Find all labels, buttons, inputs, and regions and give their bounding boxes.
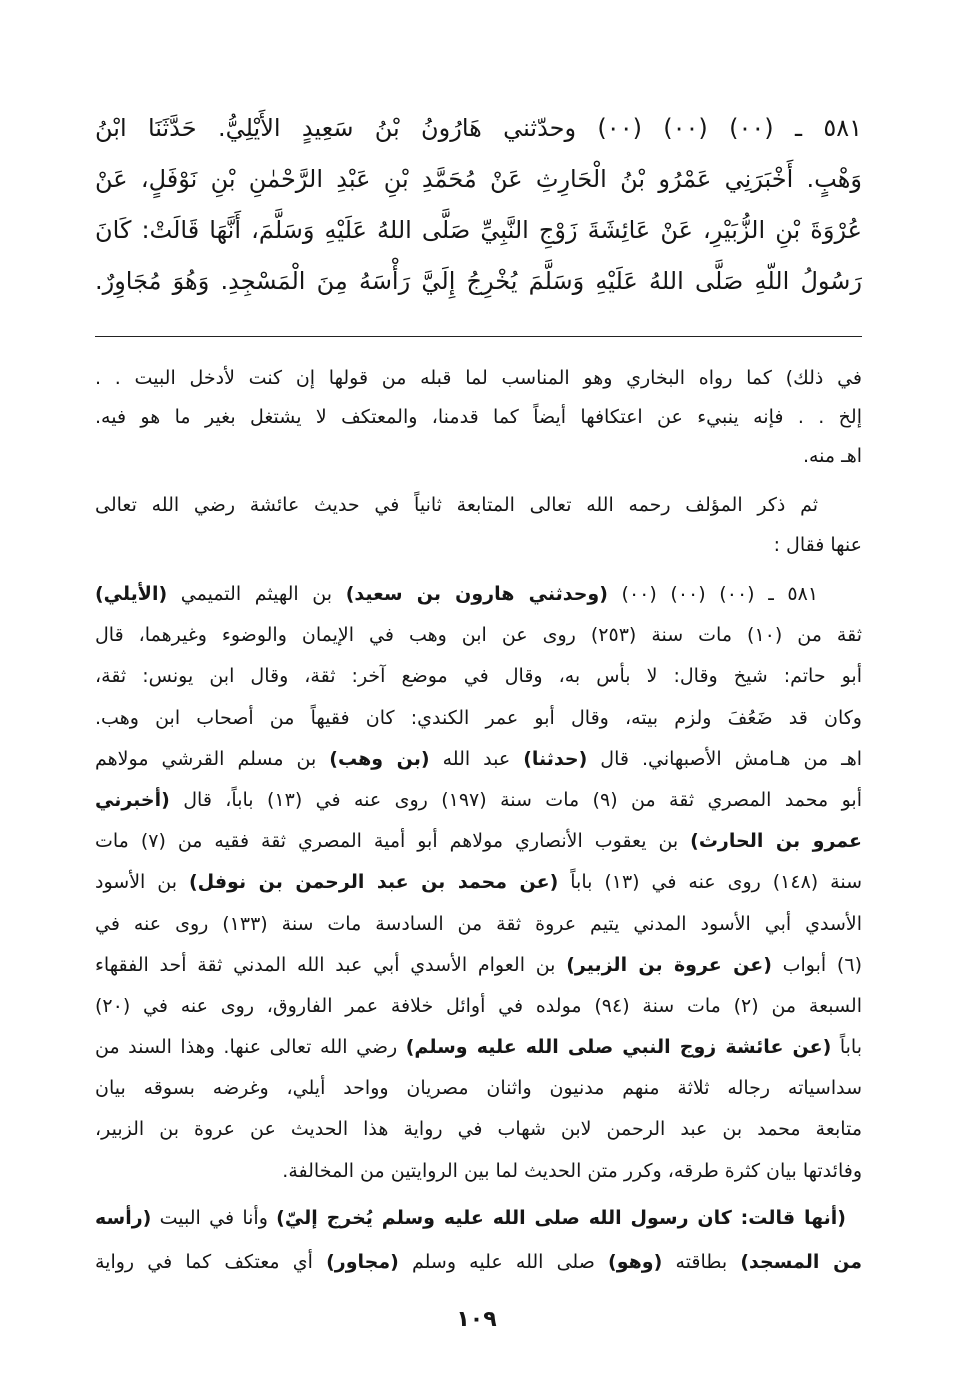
text-run: عبد الله xyxy=(429,747,524,770)
text-run: سنة (١٤٨) روى عنه في (١٣) باباً xyxy=(558,871,862,894)
text-run: ثقة من (١٠) مات سنة (٢٥٣) روى عن ابن وهب في الإيمان والوضوء وغيرهما، قال xyxy=(95,624,862,647)
text-run: اهـ من هـامش الأصبهاني. قال xyxy=(587,747,862,770)
commentary-line xyxy=(95,656,862,697)
isnad-commentary xyxy=(95,574,862,1192)
text-run: رضي الله تعالى عنها. وهذا السند من xyxy=(95,1036,406,1059)
text-run: وكان قد ضَعُفَ ولزم بيته، وقال أبو عمر الكندي: كان فقيهاً من أصحاب ابن وهب. xyxy=(95,706,862,729)
page-number: ١٠٩ xyxy=(456,1307,497,1332)
intro-paragraph xyxy=(95,485,862,565)
bold-citation: عمرو بن الحارث) xyxy=(690,830,862,853)
commentary-line xyxy=(95,945,862,986)
bold-citation: (أنها قالت: كان رسول الله صلى الله عليه وسلم يُخرج إليّ) xyxy=(276,1207,846,1229)
footnote-continuation xyxy=(95,359,862,476)
separator-rule xyxy=(95,336,862,337)
commentary-line xyxy=(95,698,862,739)
text-run: بن مسلم القرشي مولاهم xyxy=(95,747,330,770)
hadith-line: ٥٨١ ـ (٠٠) (٠٠) (٠٠) وحدّثني هَارُونُ بْنُ سَعِيدٍ الأَيْلِيُّ. حَدَّثَنَا ابْنُ xyxy=(95,114,862,142)
text-run: صلى الله عليه وسلم xyxy=(398,1251,609,1273)
text-run: أي معتكف كما في رواية xyxy=(95,1251,327,1273)
bold-citation: (مجاور) xyxy=(326,1251,399,1273)
text-run: (٦) أبواب xyxy=(771,953,862,976)
bold-citation: (حدثنا) xyxy=(523,747,588,770)
bold-citation: (عن محمد بن عبد الرحمن بن نوفل) xyxy=(188,871,559,894)
text-run: بن الأسود xyxy=(95,871,189,894)
text-run: السبعة من (٢) مات سنة (٩٤) مولده في أوائل خلافة عمر الفاروق، روى عنه في (٢٠) xyxy=(95,994,862,1017)
text-run: وأنا في البيت xyxy=(151,1207,277,1229)
footnote-line: إلخ . . فإنه ينبيء عن اعتكافها أيضاً كما قدمنا، والمعتكف لا يشتغل بغير ما هو فيه. xyxy=(95,406,862,428)
matn-line xyxy=(95,1240,862,1284)
commentary-line xyxy=(95,1068,862,1109)
text-run: بن يعقوب الأنصاري مولاهم أبو أمية المصري ثقة فقيه من (٧) مات xyxy=(95,830,691,853)
footnote-line: في ذلك) كما رواه البخاري وهو المناسب لما قبله من قولها إن كنت لأدخل البيت . . xyxy=(95,367,862,389)
commentary-line xyxy=(95,1109,862,1150)
text-run: سداسياته رجاله ثلاثة منهم مدنيون واثنان مصريان وواحد أيلي، وغرضه بسوقه بيان xyxy=(95,1077,862,1100)
commentary-line xyxy=(95,574,862,615)
commentary-line xyxy=(95,904,862,945)
text-run: بطاقته xyxy=(662,1251,741,1273)
text-run: أبو حاتم: شيخ وقال: لا بأس به، وقال في موضع آخر: ثقة، وقال ابن يونس: ثقة، xyxy=(95,665,862,688)
matn-line xyxy=(95,1196,862,1240)
text-run: وفائدتها بيان كثرة طرقه، وكرر متن الحديث لما بين الروايتين من المخالفة. xyxy=(282,1159,862,1182)
text-run: باباً xyxy=(831,1036,862,1059)
hadith-line: رَسُولُ اللّهِ صَلَّى اللهُ عَلَيْهِ وَسَلَّمَ يُخْرِجُ إِلَيَّ رَأْسَهُ مِنَ الْمَسْجِدِ. وَهُوَ مُجَاوِرٌ. xyxy=(95,267,862,295)
text-run: بن العوام الأسدي أبي عبد الله المدني ثقة أحد الفقهاء xyxy=(95,953,567,976)
commentary-line xyxy=(95,821,862,862)
text-run: الأسدي أبي الأسود المدني يتيم عروة ثقة من السادسة مات سنة (١٣٣) روى عنه في xyxy=(95,912,862,935)
commentary-line xyxy=(95,1027,862,1068)
hadith-line: عُرْوَةَ بْنِ الزُّبَيْرِ، عَنْ عَائِشَةَ زَوْجِ النَّبِيِّ صَلَّى اللهُ عَلَيْهِ وَسَلَّمَ، أَنَّهَا قَالَتْ: كَانَ xyxy=(95,216,862,244)
commentary-line xyxy=(95,986,862,1027)
bold-citation: (وحدثني هارون بن سعيد) xyxy=(345,583,608,605)
intro-line: عنها فقال : xyxy=(773,534,862,556)
commentary-line xyxy=(95,862,862,903)
commentary-line xyxy=(95,615,862,656)
hadith-line: وَهْبٍ. أَخْبَرَنِي عَمْرُو بْنُ الْحَارِثِ عَنْ مُحَمَّدِ بْنِ عَبْدِ الرَّحْمٰنِ بْنِ نَوْفَلٍ، عَنْ xyxy=(95,165,862,193)
commentary-line xyxy=(95,1151,862,1192)
bold-citation: (رأسه xyxy=(95,1207,152,1229)
text-run: أبو محمد المصري ثقة من (٩) مات سنة (١٩٧) روى عنه في (١٣) باباً، قال xyxy=(169,788,862,811)
bold-citation: (بن وهب) xyxy=(329,747,430,770)
text-run: ٥٨١ ـ (٠٠) (٠٠) (٠٠) xyxy=(607,583,819,605)
footnote-line: اهـ منه. xyxy=(802,445,862,467)
intro-line: ثم ذكر المؤلف رحمه الله تعالى المتابعة ثانياً في حديث عائشة رضي الله تعالى xyxy=(95,494,818,516)
hadith-text xyxy=(95,103,862,307)
text-run: متابعة محمد بن عبد الرحمن لابن شهاب في رواية هذا الحديث عن عروة بن الزبير، xyxy=(95,1118,862,1141)
bold-citation: (عن عائشة زوج النبي صلى الله عليه وسلم) xyxy=(405,1036,832,1059)
commentary-line xyxy=(95,739,862,780)
text-run: بن الهيثم التميمي xyxy=(167,583,346,605)
bold-citation: (الأيلي) xyxy=(95,583,168,605)
bold-citation: (أخبرني xyxy=(95,788,170,811)
bold-citation: من المسجد) xyxy=(740,1251,862,1273)
bold-citation: (عن عروة بن الزبير) xyxy=(566,953,772,976)
bold-citation: (وهو) xyxy=(608,1251,663,1273)
commentary-line xyxy=(95,780,862,821)
matn-commentary xyxy=(95,1196,862,1284)
